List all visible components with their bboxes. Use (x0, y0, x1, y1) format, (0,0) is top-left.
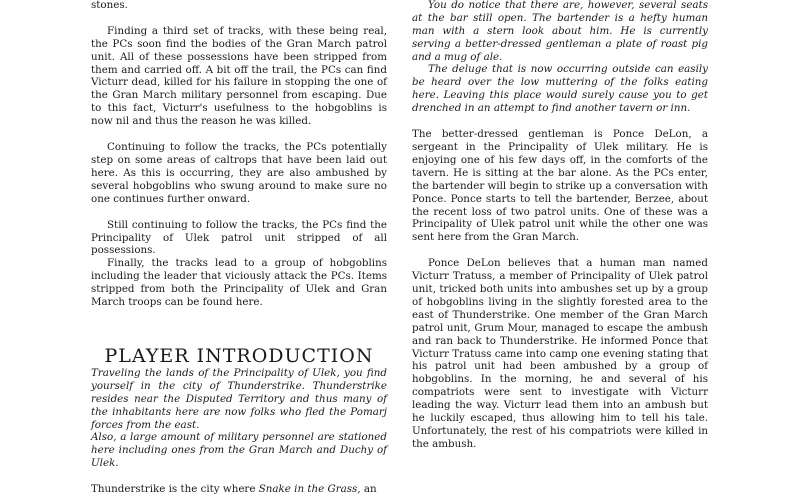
left-paragraph-0: stones. (91, 0, 128, 11)
player-intro-paragraph-2: Also, a large amount of military personnel are stationed here including ones from the Gran March and Duchy of Ulek. (91, 431, 387, 470)
adventure-title-italic: Snake in the Grass (258, 483, 358, 496)
left-paragraph-1: Finding a third set of tracks, with these being real, the PCs soon find the bodies of the Gran March patrol unit. All of these possessions have been stripped from them and carried off. A bit off the trail, the PCs can find Victurr dead, killed for his failure in stopping the one of the Gran March military personnel from escaping. Due to this fact, Victurr's usefulness to the hobgoblins is now nil and thus the reason he was killed. (91, 24, 387, 128)
left-paragraph-last (91, 483, 387, 496)
player-intro-paragraph-1: Traveling the lands of the Principality of Ulek, you find yourself in the city of Thunderstrike. Thunderstrike resides near the Disputed Territory and thus many of the inhabitants here are now folks who fled the Pomarj forces from the east. (91, 366, 387, 431)
player-introduction-box (91, 367, 387, 470)
right-boxed-paragraph-1: You do notice that there are, however, several seats at the bar still open. The bartender is a hefty human man with a stern look about him. He is currently serving a better-dressed gentleman a plate of roast pig and a mug of ale. (412, 0, 708, 63)
left-paragraph-2: Continuing to follow the tracks, the PCs potentially step on some areas of caltrops that have been laid out here. As this is occurring, they are also ambushed by several hobgoblins who swung around to make sure no one continues further onward. (91, 141, 387, 205)
right-column (412, 0, 708, 451)
left-paragraph-3: Still continuing to follow the tracks, the PCs find the Principality of Ulek patrol unit stripped of all possessions. (91, 218, 387, 257)
last-text-suffix: , an (357, 483, 377, 496)
right-paragraph-3: The better-dressed gentleman is Ponce DeLon, a sergeant in the Principality of Ulek military. He is enjoying one of his few days off, in the comforts of the tavern. He is sitting at the bar alone. As the PCs enter, the bartender will begin to strike up a conversation with Ponce. Ponce starts to tell the bartender, Berzee, about the recent loss of two patrol units. One of these was a Principality of Ulek patrol unit while the other one was sent here from the Gran March. (412, 128, 709, 244)
right-paragraph-4: Ponce DeLon believes that a human man named Victurr Tratuss, a member of Principality of Ulek patrol unit, tricked both units into ambushes set up by a group of hobgoblins living in the slightly forested area to the east of Thunderstrike. One member of the Gran March patrol unit, Grum Mour, managed to escape the ambush and ran back to Thunderstrike. He informed Ponce that Victurr Tratuss came into camp one evening stating that his patrol unit had been ambushed by a group of hobgoblins. In the morning, he and several of his compatriots were sent to investigate with Victurr leading the way. Victurr lead them into an ambush but he luckily escaped, thus allowing him to tell his tale. Unfortunately, the rest of his compatriots were killed in the ambush. (412, 257, 709, 450)
left-column (91, 0, 387, 496)
left-paragraph-4: Finally, the tracks lead to a group of hobgoblins including the leader that viciously attack the PCs. Items stripped from both the Principality of Ulek and Gran March troops can be found here. (91, 257, 387, 309)
section-heading-player-introduction: PLAYER INTRODUCTION (104, 344, 374, 367)
last-text-prefix: Thunderstrike is the city where (91, 483, 259, 496)
right-boxed-paragraph-2: The deluge that is now occurring outside can easily be heard over the low muttering of the folks eating here. Leaving this place would surely cause you to get drenched in an attempt to find another tavern or inn. (412, 63, 708, 115)
read-aloud-box (412, 0, 708, 115)
